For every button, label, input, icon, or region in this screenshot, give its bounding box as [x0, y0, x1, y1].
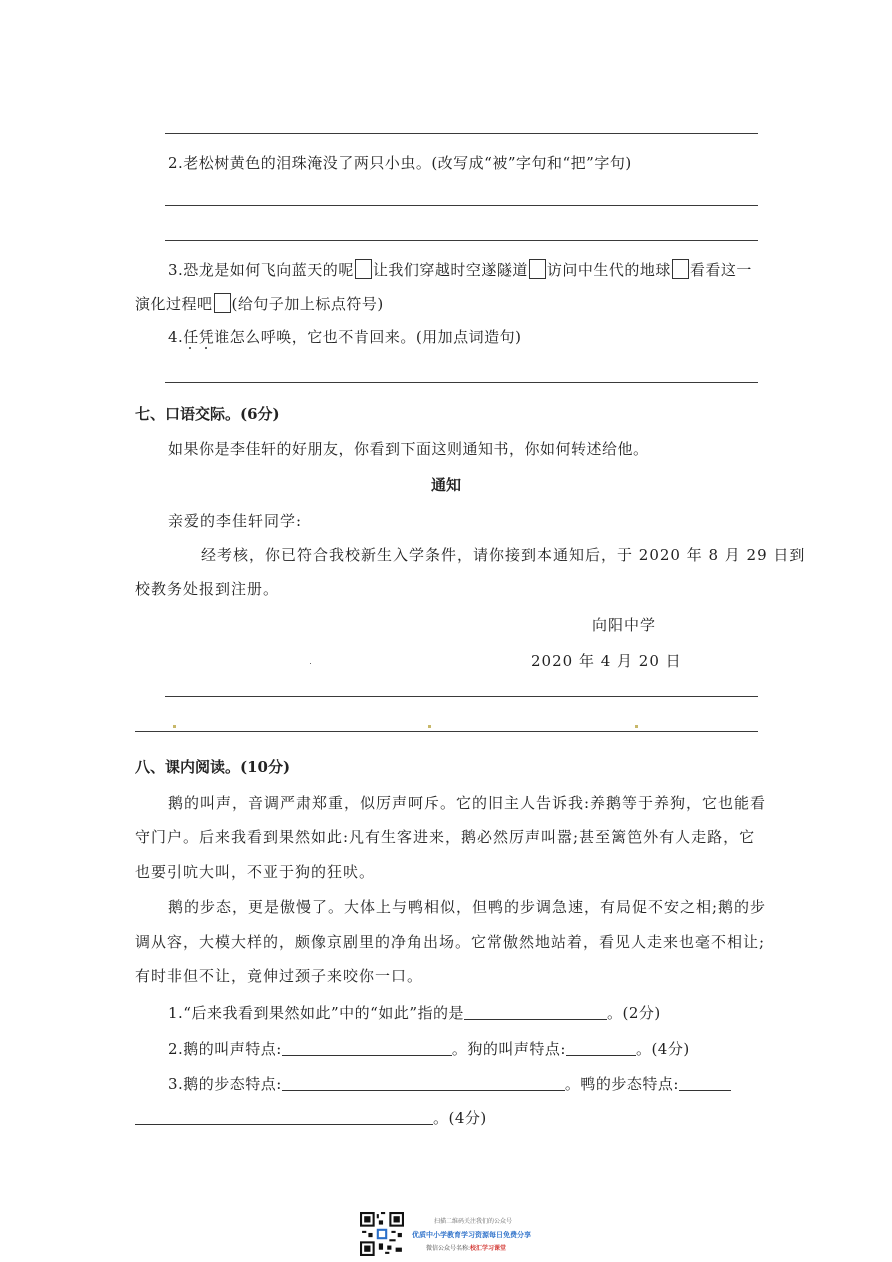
answer-blank[interactable] — [464, 1005, 607, 1020]
notice-date: 2020 年 4 月 20 日 — [531, 652, 682, 670]
reading-question-3-line2 — [135, 1107, 487, 1128]
answer-blank[interactable] — [282, 1076, 565, 1091]
reading-text: 守门户。后来我看到果然如此:凡有生客进来，鹅必然厉声叫嚣;甚至篱笆外有人走路，它 — [135, 828, 756, 846]
qr-code-icon[interactable] — [360, 1212, 404, 1256]
answer-line[interactable] — [165, 133, 758, 134]
emphasis-dot — [205, 347, 207, 349]
question-text: 4.任凭谁怎么呼唤，它也不肯回来。(用加点词造句) — [168, 328, 522, 346]
punctuation-box[interactable] — [214, 293, 231, 313]
notice-title: 通知 — [431, 476, 462, 494]
question-text: 。(4分) — [433, 1109, 487, 1127]
question-text: 。(2分) — [607, 1004, 661, 1022]
question-text: 。(4分) — [635, 1040, 690, 1058]
answer-blank[interactable] — [679, 1076, 731, 1091]
question-text: 3.鹅的步态特点: — [168, 1075, 282, 1093]
footer-account-name: 校汇学习课堂 — [470, 1245, 507, 1252]
question-text: 访问中生代的地球 — [546, 261, 671, 279]
footer-line: 扫描二维码关注我们的公众号 — [434, 1218, 513, 1225]
answer-line[interactable] — [135, 731, 758, 732]
question-text: 3.恐龙是如何飞向蓝天的呢 — [168, 261, 354, 279]
question-text: 1.“后来我看到果然如此”中的“如此”指的是 — [168, 1004, 464, 1022]
notice-body: 经考核，你已符合我校新生入学条件，请你接到本通知后，于 2020 年 8 月 29 日到 — [201, 546, 806, 564]
answer-line[interactable] — [165, 240, 758, 241]
emphasis-dot — [189, 347, 191, 349]
punctuation-box[interactable] — [529, 259, 546, 279]
reading-question-3 — [168, 1073, 731, 1094]
reading-text: 鹅的叫声，音调严肃郑重，似厉声呵斥。它的旧主人告诉我:养鹅等于养狗，它也能看 — [168, 794, 767, 812]
question-text: 。狗的叫声特点: — [451, 1040, 566, 1058]
section-heading: 七、口语交际。(6分) — [135, 405, 280, 423]
answer-line[interactable] — [165, 696, 758, 697]
answer-blank[interactable] — [135, 1110, 433, 1125]
question-text: 2.老松树黄色的泪珠淹没了两只小虫。(改写成“被”字句和“把”字句) — [168, 154, 632, 172]
section-prompt: 如果你是李佳轩的好朋友，你看到下面这则通知书，你如何转述给他。 — [168, 440, 649, 458]
footer-label: 微信公众号名称: — [426, 1245, 471, 1252]
footer-banner — [360, 1212, 620, 1256]
notice-signature: 向阳中学 — [592, 616, 657, 634]
question-text: 。鸭的步态特点: — [564, 1075, 679, 1093]
section-heading: 八、课内阅读。(10分) — [135, 758, 291, 776]
reading-question-1 — [168, 1002, 661, 1023]
speck — [428, 725, 431, 728]
question-text: 看看这一 — [689, 261, 752, 279]
punctuation-question-line2 — [135, 293, 384, 314]
speck — [310, 663, 311, 664]
notice-body: 校教务处报到注册。 — [135, 580, 280, 598]
reading-text: 有时非但不让，竟伸过颈子来咬你一口。 — [135, 967, 424, 985]
reading-question-2 — [168, 1038, 690, 1059]
speck — [173, 725, 176, 728]
footer-line — [426, 1243, 506, 1252]
answer-blank[interactable] — [282, 1041, 452, 1056]
question-text: 演化过程吧 — [135, 295, 213, 313]
punctuation-question — [168, 259, 752, 280]
question-text: 2.鹅的叫声特点: — [168, 1040, 282, 1058]
answer-blank[interactable] — [566, 1041, 636, 1056]
reading-text: 调从容，大模大样的，颇像京剧里的净角出场。它常傲然地站着，看见人走来也毫不相让; — [135, 933, 766, 951]
footer-line: 优质中小学教育学习资源每日免费分享 — [412, 1231, 531, 1239]
question-text: (给句子加上标点符号) — [231, 295, 384, 313]
speck — [635, 725, 638, 728]
reading-text: 也要引吭大叫，不亚于狗的狂吠。 — [135, 863, 376, 881]
punctuation-box[interactable] — [355, 259, 372, 279]
question-text: 让我们穿越时空遂隧道 — [372, 261, 528, 279]
notice-salutation: 亲爱的李佳轩同学: — [168, 512, 303, 530]
reading-text: 鹅的步态，更是傲慢了。大体上与鸭相似，但鸭的步调急速，有局促不安之相;鹅的步 — [168, 898, 767, 916]
answer-line[interactable] — [165, 382, 758, 383]
answer-line[interactable] — [165, 205, 758, 206]
punctuation-box[interactable] — [672, 259, 689, 279]
